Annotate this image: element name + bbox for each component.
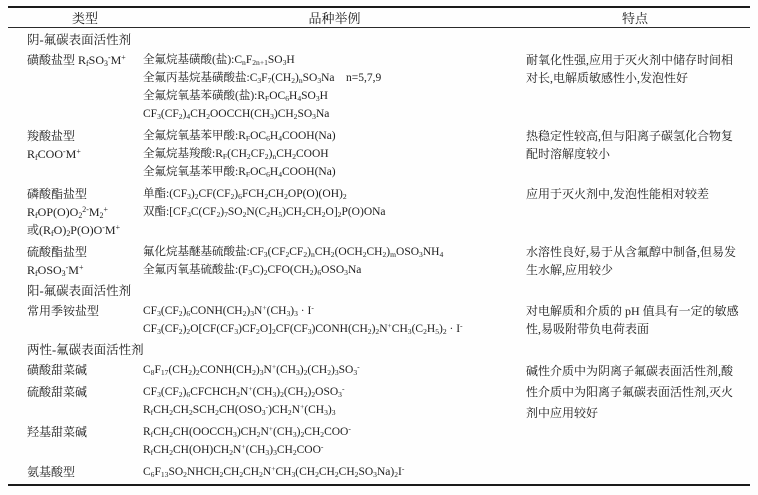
- examples-cell: [143, 383, 526, 419]
- row-sulfate-ester-type: [27, 243, 744, 279]
- type-label: 羧酸盐型: [27, 129, 76, 143]
- trait-text: 应用于灭火剂中,发泡性能相对较差: [526, 187, 710, 201]
- type-cell: [27, 361, 143, 379]
- examples-cell: [143, 361, 526, 379]
- type-cell: [27, 423, 143, 441]
- section-cationic-title: 阳-氟碳表面活性剂: [27, 284, 132, 298]
- table-bottom-rule: [8, 484, 750, 486]
- trait-cell: [526, 51, 744, 87]
- chemical-formula: 全氟丙基烷基磺酸盐$:C_3F_7(CH_2)_nSO_3Na$ n=5,7,9: [143, 72, 382, 85]
- chemical-formula: 全氟烷氧基苯甲酸$:R_FOC_6H_4COOH(Na)$: [143, 130, 336, 143]
- trait-text: 对电解质和介质的 pH 值具有一定的敏感性,易吸附带负电荷表面: [526, 304, 739, 336]
- examples-cell: [143, 243, 526, 279]
- type-cell: [27, 243, 143, 279]
- chemical-formula: 单酯$:(CF_3)_2CF(CF_2)_6FCH_2CH_2OP(O)(OH)_2$: [143, 188, 347, 201]
- type-label: 磷酸酯盐型: [27, 187, 88, 201]
- row-amino-acid: [27, 463, 744, 481]
- header-type-column: 类型: [71, 11, 98, 26]
- row-carboxylate-type: [27, 127, 744, 181]
- type-formula: $R_fCOO^-M^+$: [27, 147, 81, 162]
- examples-cell: [143, 51, 526, 123]
- type-cell: [27, 302, 143, 320]
- chemical-formula: $CF_3(CF_2)_4CH_2OOCCH(CH_3)CH_2SO_3Na$: [143, 108, 330, 121]
- table-header-rule: [8, 27, 750, 28]
- chemical-formula: 全氟丙氧基硫酸盐$:(F_3C)_2CFO(CH_2)_6OSO_3Na$: [143, 264, 362, 277]
- type-label: 常用季铵盐型: [27, 304, 100, 318]
- chemical-formula: 全氟烷基羧酸$:R_F(CH_2CF_2)_nCH_2COOH$: [143, 148, 329, 161]
- trait-text: 热稳定性较高,但与阳离子碳氢化合物复配时溶解度较小: [526, 129, 734, 161]
- type-label: 硫酸酯盐型: [27, 245, 88, 259]
- chemical-formula: 全氟烷基磺酸(盐)$:C_nF_{2n+1}SO_3H$: [143, 54, 295, 67]
- trait-cell: [526, 361, 744, 420]
- trait-text: 耐氧化性强,应用于灭火剂中储存时间相对长,电解质敏感性小,发泡性好: [526, 53, 734, 85]
- chemical-formula: 双酯$:[CF_3C(CF_2)_7SO_2N(C_2H_5)CH_2CH_2O]_2P(O)ONa$: [143, 206, 386, 219]
- trait-cell: [526, 185, 744, 203]
- trait-cell: [526, 243, 744, 279]
- section-amphoteric-title: 两性-氟碳表面活性剂: [27, 343, 144, 357]
- type-cell: [27, 185, 143, 239]
- examples-cell: [143, 423, 526, 459]
- row-phosphate-ester-type: [27, 185, 744, 239]
- row-sulfonate-type: [27, 51, 744, 123]
- type-formula: $R_fOSO_3^-M^+$: [27, 263, 84, 278]
- header-examples-column: 品种举例: [308, 11, 361, 26]
- trait-cell: [526, 127, 744, 163]
- chemical-formula: $C_6F_{13}SO_2NHCH_2CH_2CH_2N^+CH_3(CH_2CH_2CH_2SO_3Na)_2I^-$: [143, 464, 405, 479]
- type-cell: [27, 463, 143, 481]
- trait-text: 碱性介质中为阴离子氟碳表面活性剂,酸性介质中为阳离子氟碳表面活性剂,灭火剂中应用较好: [526, 364, 734, 420]
- chemical-formula: $C_8F_{17}(CH_2)_2CONH(CH_2)_3N^+(CH_3)_2(CH_2)_3SO_3^-$: [143, 362, 360, 377]
- chemical-formula: $R_fCH_2CH(OOCCH_3)CH_2N^+(CH_3)_2CH_2COO^-$: [143, 424, 351, 439]
- trait-cell: [526, 302, 744, 338]
- chemical-formula: $R_fCH_2CH(OH)CH_2N^+(CH_3)_3CH_2COO^-$: [143, 442, 324, 457]
- type-cell: [27, 127, 143, 163]
- type-label: 磺酸甜菜碱: [27, 363, 88, 377]
- section-anionic-title: 阴-氟碳表面活性剂: [27, 33, 132, 47]
- chemical-formula: $CF_3(CF_2)_6CONH(CH_2)_3N^+(CH_3)_3 \cdot I^-$: [143, 303, 314, 318]
- chemical-formula: 氟化烷基醚基硫酸盐$:CF_3(CF_2CF_2)_nCH_2(OCH_2CH_2)_mOSO_3NH_4$: [143, 246, 444, 259]
- type-label: 氨基酸型: [27, 465, 76, 479]
- header-traits-column: 特点: [621, 11, 648, 26]
- examples-cell: [143, 127, 526, 181]
- row-quaternary-ammonium: [27, 302, 744, 338]
- type-label: 硫酸甜菜碱: [27, 385, 88, 399]
- chemical-formula: $CF_3(CF_2)_6CFCHCH_2N^+(CH_3)_2(CH_2)_2OSO_3^-$: [143, 384, 345, 399]
- chemical-formula: $CF_3(CF_2)_2O[CF(CF_3)CF_2O]_2CF(CF_3)CONH(CH_2)_2N^+CH_3(C_2H_5)_2 \cdot I^-$: [143, 321, 463, 336]
- type-formula: 或$(R_fO)_2P(O)O^-M^+$: [27, 223, 121, 238]
- type-cell: [27, 383, 143, 401]
- examples-cell: [143, 302, 526, 338]
- type-label: 羟基甜菜碱: [27, 425, 88, 439]
- examples-cell: [143, 185, 526, 221]
- chemical-formula: 全氟烷氧基苯甲酸$:R_FOC_6H_4COOH(Na)$: [143, 166, 336, 179]
- chemical-formula: 全氟烷氧基苯磺酸(盐)$:R_FOC_6H_4SO_3H$: [143, 90, 328, 103]
- examples-cell: [143, 463, 526, 481]
- type-label: 磺酸盐型 $R_fSO_3^-M^+$: [27, 53, 126, 68]
- chemical-formula: $R_fCH_2CH_2SCH_2CH(OSO_3^-)CH_2N^+(CH_3)_3$: [143, 402, 336, 417]
- type-formula: $R_fOP(O)O_2^{2-}M_2^+$: [27, 205, 108, 220]
- row-hydroxy-betaine: [27, 423, 744, 459]
- table-header-row: [27, 8, 744, 27]
- trait-text: 水溶性良好,易于从含氟醇中制备,但易发生水解,应用较少: [526, 245, 737, 277]
- type-cell: [27, 51, 143, 69]
